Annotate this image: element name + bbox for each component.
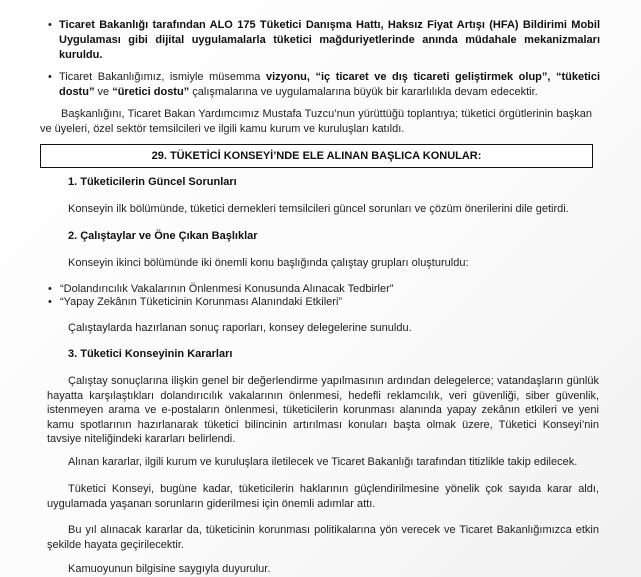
bullet-icon: • (48, 71, 52, 83)
section-2-after-bullets: Çalıştaylarda hazırlanan sonuç raporları, konsey delegelerine sunuldu. (68, 322, 412, 334)
bullet-text-bold: vizyonu, “iç ticaret ve dış ticareti geliştirmek olup”, “tüketici dostu” (59, 71, 600, 98)
box-title-text: 29. TÜKETİCİ KONSEYİ’NDE ELE ALINAN BAŞLICA KONULAR: (151, 150, 482, 162)
decisions-paragraph: Çalıştay sonuçlarına ilişkin genel bir değerlendirme yapılmasının ardından delegelerce; vatandaşların günlük hayatta karşılaştıkları dolandırıcılık vakalarının önlenmesi, hedefli reklamcılık, veri güvenliği, siber güvenlik, istenmeyen arama ve e-postaların önlenmesi, tüketicilerin korunması alanında yapay zekânın etkileri ve yeni kamu spotlarının hazırlanarak tüketici bilincinin artırılması konuları başta olmak üzere, Tüketici Konseyi’nin tavsiye niteliğindeki kararları belirlendi. (47, 375, 599, 445)
council-history-paragraph: Tüketici Konseyi, bugüne kadar, tüketicilerin haklarının güçlendirilmesine yönelik çok sayıda karar aldı, uygulamada yaşanan sorunların giderilmesi için önemli adımlar attı. (47, 483, 599, 510)
bullet-icon: • (48, 296, 52, 308)
workshop-title: “Dolandırıcılık Vakalarının Önlenmesi Konusunda Alınacak Tedbirler” (60, 283, 394, 295)
bullet-text-bold: “üretici dostu” (112, 86, 190, 98)
section-3-heading: 3. Tüketici Konseyinin Kararları (68, 348, 233, 360)
attendance-paragraph: Başkanlığını, Ticaret Bakan Yardımcımız Mustafa Tuzcu’nun yürüttüğü toplantıya; tüketici örgütlerinin başkan ve üyeleri, özel sektör temsilcileri ve ilgili kamu kurum ve kuruluşları katıldı. (40, 108, 592, 135)
workshop-title: “Yapay Zekânın Tüketicinin Korunması Alanındaki Etkileri” (60, 296, 343, 308)
intro-bullet-digital-apps (48, 18, 600, 63)
bullet-text-part: ve (94, 86, 113, 98)
bullet-text: Ticaret Bakanlığı tarafından ALO 175 Tüketici Danışma Hattı, Haksız Fiyat Artışı (HFA) Bildirimi Mobil Uygulaması gibi dijital uygulamalarla tüketici mağduriyetlerinde anında müdahale mekanizmaları kuruldu. (59, 19, 600, 61)
section-2-paragraph: Konseyin ikinci bölümünde iki önemli konu başlığında çalıştay grupları oluşturuldu: (68, 257, 469, 269)
section-2-heading: 2. Çalıştaylar ve Öne Çıkan Başlıklar (68, 230, 258, 242)
section-1-paragraph: Konseyin ilk bölümünde, tüketici dernekleri temsilcileri güncel sorunları ve çözüm önerilerini dile getirdi. (68, 203, 569, 215)
future-decisions-paragraph: Bu yıl alınacak kararlar da, tüketicinin korunması politikalarına yön verecek ve Ticaret Bakanlığımızca etkin şekilde hayata geçirilecektir. (47, 524, 599, 551)
follow-up-paragraph: Alınan kararlar, ilgili kurum ve kuruluşlara iletilecek ve Ticaret Bakanlığı tarafından titizlikle takip edilecek. (68, 456, 578, 468)
intro-bullet-vision (48, 70, 600, 100)
workshop-bullet-ai (48, 295, 342, 309)
bullet-text-part: çalışmalarına ve uygulamalarına büyük bir kararlılıkla devam edecektir. (189, 86, 538, 98)
bullet-icon: • (48, 19, 52, 31)
bullet-text-part: Ticaret Bakanlığımız, ismiyle müsemma (59, 71, 266, 83)
workshop-bullet-fraud (48, 282, 393, 296)
section-box-title (40, 144, 593, 168)
section-1-heading: 1. Tüketicilerin Güncel Sorunları (68, 176, 237, 188)
bullet-icon: • (48, 283, 52, 295)
closing-line: Kamuoyunun bilgisine saygıyla duyurulur. (68, 563, 271, 575)
